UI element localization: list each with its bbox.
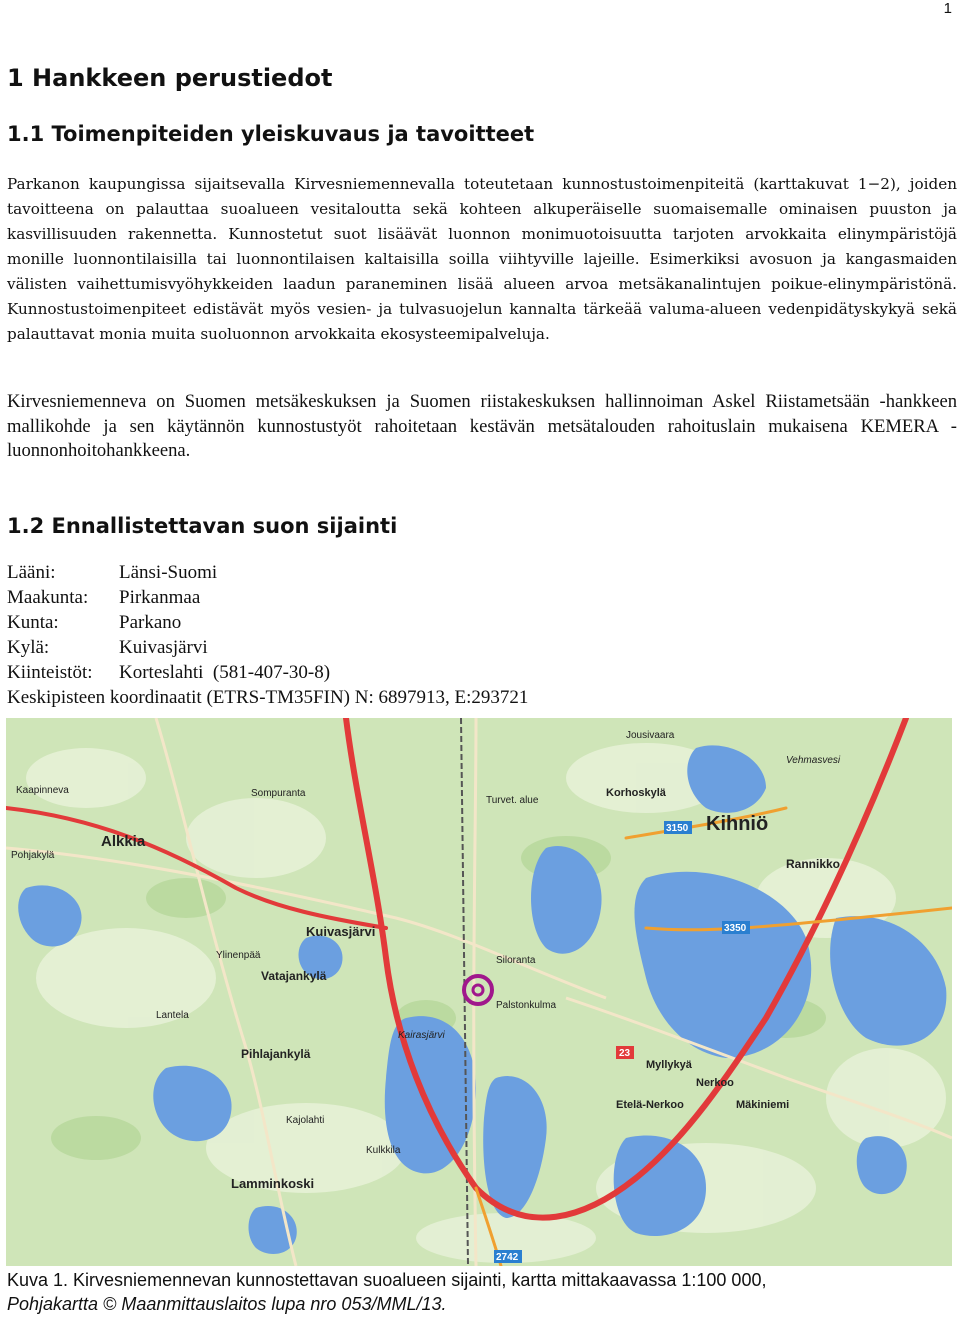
heading-1-1: 1.1 Toimenpiteiden yleiskuvaus ja tavoitteet	[7, 122, 535, 146]
figure-caption	[7, 1268, 957, 1316]
paragraph-overview: Parkanon kaupungissa sijaitsevalla Kirvesniemennevalla toteutetaan kunnostustoimenpiteitä (karttakuvat 1−2), joiden tavoitteena on palauttaa suoalueen vesitaloutta sekä kohteen alkuperäiselle suomaisemalle ominaisen puuston ja kasvillisuuden rakennetta. Kunnostetut suot lisäävät luonnon monimuotoisuutta tarjoten arvokkaita elinympäristöjä monille luonnontilaisilla tai luonnontilaisen kaltaisilla soilla viihtyville lajeille. Esimerkiksi avosuon ja kangasmaiden välisten vaihettumisvyöhykkeiden laadun paraneminen lisää alueen arvoa metsäkanalintujen poikue-elinympäristönä. Kunnostustoimenpiteet edistävät myös vesien- ja tulvasuojelun kannalta tärkeää valuma-alueen vedenpidätyskykyä sekä palauttavat monia muita suoluonnon arvokkaita ekosysteemipalveluja.	[7, 175, 957, 343]
caption-copyright: Pohjakartta © Maanmittauslaitos lupa nro 053/MML/13.	[7, 1294, 447, 1314]
label-kajolahti: Kajolahti	[286, 1115, 325, 1126]
label-alkkia: Alkkia	[101, 833, 146, 850]
coordinates: Keskipisteen koordinaatit (ETRS-TM35FIN) N: 6897913, E:293721	[7, 687, 529, 708]
page-number: 1	[943, 0, 952, 17]
label-korhoskyla: Korhoskylä	[606, 787, 666, 799]
paragraph-project: Kirvesniemenneva on Suomen metsäkeskuksen ja Suomen riistakeskuksen hallinnoiman Askel Riistametsään -hankkeen mallikohde ja sen käytännön kunnostustyöt rahoitetaan kestävän metsätalouden rahoituslain mukaisena KEMERA -luonnonhoitohankkeena.	[7, 391, 957, 461]
label-kairasjarvi: Kairasjärvi	[398, 1030, 445, 1041]
label-palstonkulma: Palstonkulma	[496, 1000, 557, 1011]
info-value: Kuivasjärvi	[119, 637, 208, 658]
label-sompuranta: Sompuranta	[251, 788, 306, 799]
label-kihnio: Kihniö	[706, 813, 769, 835]
info-value: Pirkanmaa	[119, 587, 201, 608]
label-rannikko: Rannikko	[786, 857, 841, 871]
location-info	[7, 560, 528, 710]
route-3350-label: 3350	[724, 923, 747, 934]
label-etela-nerkoo: Etelä-Nerkoo	[616, 1099, 684, 1111]
label-makiniemi: Mäkiniemi	[736, 1099, 790, 1111]
info-label: Kunta:	[7, 612, 59, 633]
info-label: Kylä:	[7, 637, 50, 658]
info-label: Lääni:	[7, 562, 56, 583]
label-pohjakyla: Pohjakylä	[11, 850, 55, 861]
label-vehmasvesi: Vehmasvesi	[786, 755, 841, 766]
label-jousivaara: Jousivaara	[626, 730, 675, 741]
heading-1-2: 1.2 Ennallistettavan suon sijainti	[7, 514, 398, 538]
info-row-maakunta	[7, 585, 528, 610]
info-value: Parkano	[119, 612, 182, 633]
info-value: Länsi-Suomi	[119, 562, 218, 583]
label-lantela: Lantela	[156, 1010, 189, 1021]
info-row-kunta	[7, 610, 528, 635]
label-vatajankyla: Vatajankylä	[261, 969, 327, 983]
info-row-laani	[7, 560, 528, 585]
route-23-label: 23	[619, 1048, 631, 1059]
info-value: Korteslahti (581-407-30-8)	[119, 662, 331, 683]
label-myllykya: Myllykyä	[646, 1059, 692, 1071]
info-label: Maakunta:	[7, 587, 89, 608]
route-3150-label: 3150	[666, 823, 689, 834]
label-nerkoo: Nerkoo	[696, 1077, 734, 1089]
label-pihlajankyla: Pihlajankylä	[241, 1047, 311, 1061]
label-lamminkoski: Lamminkoski	[231, 1176, 315, 1191]
info-label: Kiinteistöt:	[7, 662, 93, 683]
info-row-kyla	[7, 635, 528, 660]
label-turvet-alue: Turvet. alue	[486, 795, 539, 806]
label-siloranta: Siloranta	[496, 955, 536, 966]
location-map	[6, 718, 952, 1266]
heading-1: 1 Hankkeen perustiedot	[7, 64, 333, 92]
label-kuivasjarvi: Kuivasjärvi	[306, 924, 376, 939]
label-ylinenpaa: Ylinenpää	[216, 950, 261, 961]
label-kulkkila: Kulkkila	[366, 1145, 401, 1156]
label-kaapinneva: Kaapinneva	[16, 785, 69, 796]
route-2742-label: 2742	[496, 1252, 519, 1263]
caption-text: Kuva 1. Kirvesniemennevan kunnostettavan suoalueen sijainti, kartta mittakaavassa 1:100 000,	[7, 1270, 767, 1290]
info-row-kiinteistot	[7, 660, 528, 685]
